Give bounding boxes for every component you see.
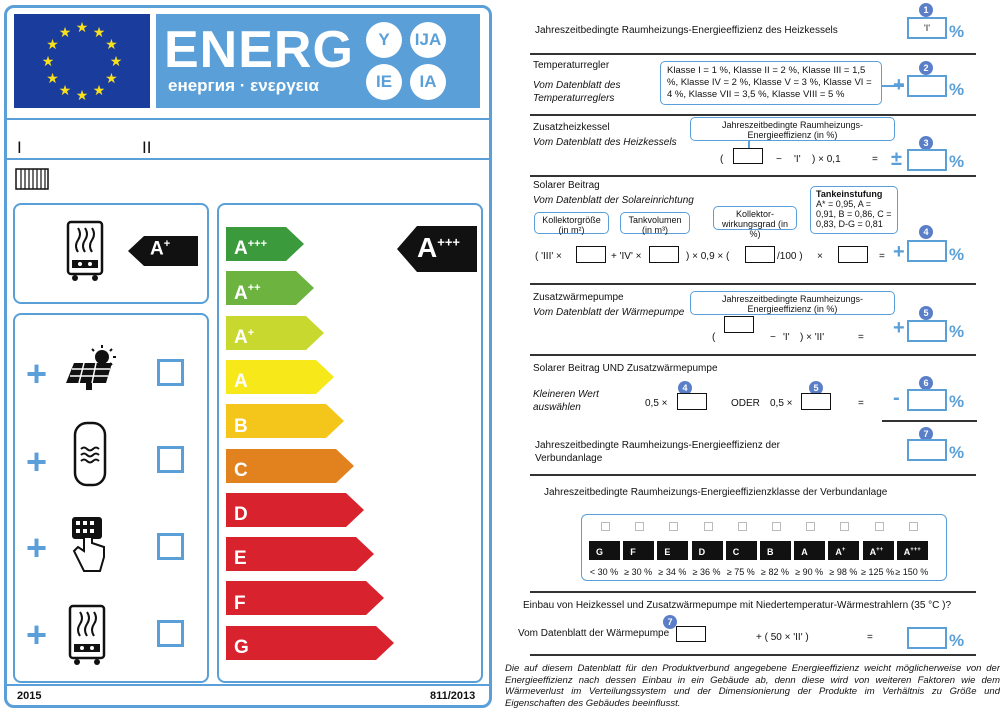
temperature-controller-icon — [68, 515, 108, 579]
class-checkbox[interactable] — [875, 522, 884, 531]
supplementary-boiler-label: Jahreszeitbedingte Raumheizungs-Energieeffizienz (in %) — [690, 117, 895, 141]
class-letter: A — [801, 547, 808, 557]
formula-part: × — [817, 251, 823, 262]
total-rule — [882, 420, 977, 422]
equals: = — [867, 632, 873, 643]
supplementary-boiler-result[interactable] — [907, 149, 947, 171]
section-3-title: Zusatzheizkessel — [533, 122, 610, 133]
class-threshold: ≥ 90 % — [795, 567, 824, 577]
tank-rating-title: Tankeinstufung — [816, 189, 883, 199]
plus-icon: + — [26, 441, 48, 482]
scale-letter: E — [234, 548, 247, 570]
scale-arrow-6 — [226, 493, 364, 527]
percent-sign: % — [949, 443, 965, 462]
star-icon: ★ — [75, 87, 89, 103]
star-icon: ★ — [105, 70, 118, 86]
tank-volume-input[interactable] — [649, 246, 679, 263]
class-threshold: ≥ 82 % — [761, 567, 789, 577]
class-arrow — [726, 541, 757, 560]
star-icon: ★ — [58, 23, 72, 40]
scale-arrow-1 — [226, 271, 314, 305]
class-letter: A — [835, 547, 842, 557]
star-icon: ★ — [92, 23, 106, 40]
formula-part: + 'IV' × — [611, 251, 642, 262]
collector-size-input[interactable] — [576, 246, 606, 263]
class-checkbox[interactable] — [601, 522, 610, 531]
step-number: 7 — [663, 615, 677, 629]
star-icon: ★ — [105, 36, 118, 52]
class-arrow — [897, 541, 928, 560]
section-6-instruction: Kleineren Wert auswählen — [533, 389, 599, 413]
class-letter: B — [767, 547, 774, 557]
class-arrow — [828, 541, 859, 560]
class-arrow — [623, 541, 654, 560]
star-icon: ★ — [75, 19, 89, 35]
class-checkbox[interactable] — [840, 522, 849, 531]
scale-sup: + — [247, 326, 255, 339]
section-2-title: Temperaturregler — [533, 60, 610, 71]
or-label: ODER — [731, 398, 760, 409]
plus-icon: + — [26, 614, 48, 655]
controller-checkbox[interactable] — [157, 533, 184, 560]
energy-header — [156, 14, 480, 108]
plus-icon: + — [26, 353, 48, 394]
heat-pump-checkbox[interactable] — [157, 620, 184, 647]
section-2-source: Vom Datenblatt des Temperaturreglers — [533, 80, 621, 104]
scale-arrow-3 — [226, 360, 334, 394]
class-letter: G — [596, 547, 604, 557]
step-number: 1 — [919, 3, 933, 17]
operator: ) × 'II' — [800, 332, 825, 343]
controller-value-box[interactable] — [907, 75, 947, 97]
controller-classes-box: Klasse I = 1 %, Klasse II = 2 %, Klasse III = 1,5 %, Klasse IV = 2 %, Klasse V = 3 %, Klasse VI = 4 %, Klasse VII = 3,5 %, Klasse VIII = 5 % — [660, 61, 882, 105]
boiler-class-sup: + — [163, 238, 171, 250]
class-sup: + — [841, 547, 846, 553]
class-threshold: ≥ 150 % — [895, 567, 929, 577]
class-threshold: ≥ 30 % — [624, 567, 653, 577]
scale-letter: A — [234, 282, 248, 304]
class-threshold: ≥ 36 % — [692, 567, 721, 577]
plus-icon: + — [26, 527, 48, 568]
tank-rating-label — [810, 186, 898, 234]
lang-badge-ia: IA — [410, 64, 446, 100]
plus-minus-sign: ± — [891, 148, 902, 170]
section-5-source: Vom Datenblatt der Wärmepumpe — [533, 307, 685, 318]
scale-arrow-2 — [226, 316, 324, 350]
lang-badge-ie: IE — [366, 64, 402, 100]
combined-result[interactable] — [907, 389, 947, 411]
star-icon: ★ — [58, 82, 72, 99]
heat-pump-datasheet-input[interactable] — [676, 626, 706, 642]
section-9-title: Einbau von Heizkessel und Zusatzwärmepumpe mit Niedertemperatur-Wärmestrahlern (35 °C )? — [523, 600, 952, 611]
section-6-title: Solarer Beitrag UND Zusatzwärmepumpe — [533, 363, 718, 374]
boiler-efficiency-box[interactable]: 'I' — [907, 17, 947, 39]
radiator-icon — [15, 167, 49, 191]
class-arrow — [863, 541, 894, 560]
equals: = — [879, 251, 885, 262]
operator: ) × 0,1 — [812, 154, 841, 165]
reference: 'I' — [794, 154, 801, 165]
class-checkbox[interactable] — [738, 522, 747, 531]
scale-letter: G — [234, 637, 249, 659]
boiler-class-arrow — [128, 236, 198, 266]
package-class-arrow — [397, 226, 477, 272]
separator — [530, 354, 976, 356]
scale-arrow-4 — [226, 404, 344, 438]
low-temp-result[interactable] — [907, 627, 947, 649]
solar-value-input[interactable] — [677, 393, 707, 410]
section-3-source: Vom Datenblatt des Heizkessels — [533, 137, 677, 148]
percent-sign: % — [949, 392, 965, 411]
step-number: 5 — [919, 306, 933, 320]
scale-letter: F — [234, 592, 246, 614]
class-threshold: < 30 % — [589, 567, 619, 577]
collector-size-label: Kollektorgröße (in m²) — [534, 212, 609, 234]
scale-letter: A — [234, 326, 248, 348]
disclaimer-note: Die auf diesem Datenblatt für den Produktverbund angegebene Energieeffizienz weicht möglicherweise von der Energieeffizienz nach dessen Einbau in ein Gebäude ab, denn diese wird von weiteren Faktoren wie dem Wärmeverlust im Verteilungssystem und der Dimensionierung der Produkte im Verhältnis zu Größe und Eigenschaften des Gebäudes beeinflusst. — [505, 663, 1000, 709]
collector-efficiency-input[interactable] — [745, 246, 775, 263]
class-sup: ++ — [876, 547, 884, 553]
solar-contribution-result[interactable] — [907, 240, 947, 262]
separator — [530, 591, 976, 593]
step-number: 2 — [919, 61, 933, 75]
class-threshold: ≥ 75 % — [726, 567, 755, 577]
scale-letter: D — [234, 504, 248, 526]
heat-pump-result[interactable] — [907, 320, 947, 342]
scale-arrow-8 — [226, 581, 384, 615]
tank-rating-input[interactable] — [838, 246, 868, 263]
class-checkbox[interactable] — [806, 522, 815, 531]
operator: − — [770, 332, 776, 343]
divider — [7, 118, 489, 120]
scale-arrow-5 — [226, 449, 354, 483]
star-icon: ★ — [46, 36, 59, 52]
class-arrow — [657, 541, 688, 560]
lang-badge-y: Y — [366, 22, 402, 58]
boiler-class-letter: A — [150, 238, 164, 260]
scale-letter: A — [234, 238, 248, 260]
star-icon: ★ — [46, 70, 59, 86]
formula-part: + ( 50 × 'II' ) — [756, 632, 809, 643]
minus-sign: - — [893, 387, 900, 409]
operator: − — [776, 154, 782, 165]
tank-checkbox[interactable] — [157, 446, 184, 473]
tank-rating-values: A* = 0,95, A = 0,91, B = 0,86, C = 0,83, D-G = 0,81 — [816, 199, 892, 229]
energy-word: ENERG — [164, 21, 354, 79]
paren: ( — [720, 154, 724, 165]
class-letter: F — [630, 547, 636, 557]
class-threshold: ≥ 125 % — [861, 567, 895, 577]
class-letter: C — [732, 547, 740, 557]
step-number: 4 — [919, 225, 933, 239]
class-letter: A — [903, 547, 911, 557]
hot-water-tank-icon — [73, 421, 107, 487]
class-letter: D — [698, 547, 706, 557]
class-threshold: ≥ 34 % — [658, 567, 687, 577]
percent-sign: % — [949, 631, 965, 650]
energy-subtitle: енергия · ενεργεια — [168, 76, 319, 95]
separator — [530, 114, 976, 116]
divider — [7, 684, 489, 686]
step-number: 7 — [919, 427, 933, 441]
year: 2015 — [17, 690, 42, 702]
section-9-source: Vom Datenblatt der Wärmepumpe — [518, 628, 670, 639]
percent-sign: % — [949, 245, 965, 264]
class-arrow — [589, 541, 620, 560]
class-threshold: ≥ 98 % — [829, 567, 858, 577]
equals: = — [872, 154, 878, 165]
class-checkbox[interactable] — [704, 522, 713, 531]
scale-letter: B — [234, 415, 248, 437]
equals: = — [858, 332, 864, 343]
class-arrow — [794, 541, 825, 560]
eu-flag-icon — [14, 14, 150, 108]
class-arrow — [760, 541, 791, 560]
formula-part: 0,5 × — [645, 398, 668, 409]
separator — [530, 175, 976, 177]
heat-pump-efficiency-label: Jahreszeitbedingte Raumheizungs-Energieeffizienz (in %) — [690, 291, 895, 315]
plus-sign: + — [893, 317, 905, 339]
heat-pump-efficiency-input[interactable] — [724, 316, 754, 333]
model-name-field: II — [142, 138, 152, 157]
solar-panel-icon — [62, 345, 126, 393]
class-letter: A — [869, 547, 877, 557]
class-checkbox[interactable] — [772, 522, 781, 531]
collector-efficiency-label: Kollektor-wirkungsgrad (in %) — [713, 206, 797, 230]
reference: 'I' — [783, 332, 790, 343]
percent-sign: % — [949, 22, 965, 41]
star-icon: ★ — [41, 53, 55, 69]
class-arrow — [692, 541, 723, 560]
heat-pump-value-input[interactable] — [801, 393, 831, 410]
star-icon: ★ — [92, 82, 106, 99]
supplier-name-field: I — [17, 138, 22, 157]
star-icon: ★ — [109, 53, 123, 69]
scale-sup: ++ — [247, 282, 261, 295]
formula-part: /100 ) — [777, 251, 803, 262]
class-letter: E — [664, 547, 671, 557]
section-1-title: Jahreszeitbedingte Raumheizungs-Energieeffizienz des Heizkessels — [535, 25, 838, 36]
solar-checkbox[interactable] — [157, 359, 184, 386]
scale-letter: A — [234, 371, 248, 393]
step-number: 5 — [809, 381, 823, 395]
separator — [530, 283, 976, 285]
formula-part: ) × 0,9 × ( — [686, 251, 730, 262]
section-8-title: Jahreszeitbedingte Raumheizungs-Energieeffizienzklasse der Verbundanlage — [544, 487, 888, 498]
paren: ( — [712, 332, 716, 343]
percent-sign: % — [949, 322, 965, 341]
step-number: 3 — [919, 136, 933, 150]
scale-arrow-7 — [226, 537, 374, 571]
scale-letter: C — [234, 459, 248, 481]
section-7-title: Jahreszeitbedingte Raumheizungs-Energieeffizienz der Verbundanlage — [535, 440, 780, 464]
class-checkbox[interactable] — [669, 522, 678, 531]
package-class-letter: A — [417, 232, 438, 263]
formula-part: 0,5 × — [770, 398, 793, 409]
plus-sign: + — [893, 241, 905, 263]
scale-arrow-9 — [226, 626, 394, 660]
supplementary-boiler-input[interactable] — [733, 148, 763, 164]
formula-part: ( 'III' × — [535, 251, 562, 262]
class-checkbox[interactable] — [909, 522, 918, 531]
section-4-title: Solarer Beitrag — [533, 180, 600, 191]
separator — [530, 474, 976, 476]
heat-pump-icon — [68, 604, 106, 666]
percent-sign: % — [949, 80, 965, 99]
separator — [530, 654, 976, 656]
percent-sign: % — [949, 152, 965, 171]
regulation-number: 811/2013 — [430, 690, 476, 702]
package-class-sup: +++ — [437, 234, 461, 250]
equals: = — [858, 398, 864, 409]
lang-badge-ija: IJA — [410, 22, 446, 58]
section-4-source: Vom Datenblatt der Solareinrichtung — [533, 195, 694, 206]
class-sup: +++ — [910, 547, 921, 553]
scale-arrow-0 — [226, 227, 304, 261]
boiler-icon — [66, 220, 104, 282]
step-number: 4 — [678, 381, 692, 395]
tank-volume-label: Tankvolumen (in m³) — [620, 212, 690, 234]
section-5-title: Zusatzwärmepumpe — [533, 292, 624, 303]
package-efficiency-result[interactable] — [907, 439, 947, 461]
class-checkbox[interactable] — [635, 522, 644, 531]
divider — [7, 158, 489, 160]
scale-sup: +++ — [247, 238, 268, 250]
connector-line — [882, 85, 904, 87]
separator — [530, 53, 976, 55]
step-number: 6 — [919, 376, 933, 390]
